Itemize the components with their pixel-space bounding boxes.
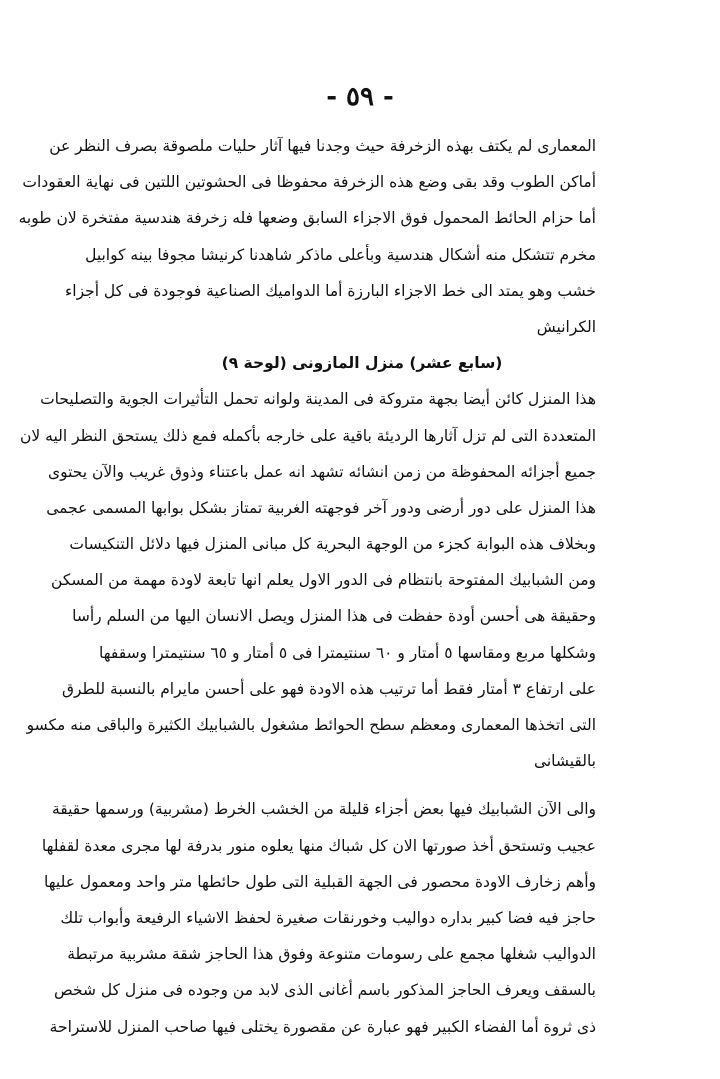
text-line: الكرانيش <box>536 317 596 336</box>
page-number: - ٥٩ - <box>326 82 394 112</box>
paragraph-gap <box>128 779 596 791</box>
text-line: جميع أجزائه المحفوظة من زمن انشائه تشهد انه عمل باعتناء وذوق غريب والآن يحتوى <box>47 462 596 481</box>
text-line: الدواليب شغلها مجمع على رسومات متنوعة وفوق هذا الحاجز شقة مشربية مرتبطة <box>67 945 596 964</box>
paragraph-3 <box>41 791 596 1044</box>
text-line: خشب وهو يمتد الى خط الاجزاء البارزة أما الدواميك الصناعية فوجودة فى كل أجزاء <box>64 281 596 300</box>
text-line: ومن الشبابيك المفتوحة بانتظام فى الدور الاول يعلم انها تابعة لاودة مهمة من المسكن <box>51 571 596 590</box>
text-line: التى اتخذها المعمارى ومعظم سطح الحوائط مشغول بالشبابيك الكثيرة والباقى منه مكسو <box>26 716 596 734</box>
text-line: هذا المنزل على دور أرضى ودور آخر فوجهته الغربية تمتاز بشكل بوابها المسمى عجمى <box>46 498 596 517</box>
text-line: بالقيشانى <box>533 752 596 771</box>
section-heading: (سابع عشر) منزل المازونى (لوحة ٩) <box>221 354 503 373</box>
text-line: عجيب وتستحق أخذ صورتها الان كل شباك منها يعلوه منور بدرفة لها مجرى معدة لقفلها <box>41 836 596 855</box>
text-line: المعمارى لم يكتف بهذه الزخرفة حيث وجدنا فيها آثار حليات ملصوقة بصرف النظر عن <box>49 137 596 155</box>
text-line: حاجز فيه فضا كبير بداره دواليب وخورنقات صغيرة لحفظ الاشياء الرفيعة وأبواب تلك <box>60 908 596 927</box>
text-line: وأهم زخارف الاودة محصور فى الجهة القبلية التى طول حائطها متر واحد ومعمول عليها <box>44 872 596 891</box>
text-line: أماكن الطوب وقد بقى وضع هذه الزخرفة محفوظا فى الحشوتين اللتين فى نهاية العقودات <box>22 173 596 192</box>
text-line: على ارتفاع ٣ أمتار فقط أما ترتيب هذه الاودة فهو على أحسن مايرام بالنسبة للطرق <box>61 679 596 698</box>
text-line: المتعددة التى لم تزل آثارها الرديئة باقية على خارجه بأكمله فمع ذلك يستحق النظر اليه لان <box>19 426 596 445</box>
text-line: وشكلها مربع ومقاسها ٥ أمتار و ٦٠ سنتيمترا فى ٥ أمتار و ٦٥ سنتيمترا وسقفها <box>99 643 596 662</box>
body-text <box>18 128 596 1045</box>
text-line: مخرم تتشكل منه أشكال هندسية وبأعلى ماذكر شاهدنا كرنيشا مجوفا بينه كوابيل <box>85 245 596 264</box>
text-line: والى الآن الشبابيك فيها بعض أجزاء قليلة من الخشب الخرط (مشربية) ورسمها حقيقة <box>51 800 596 819</box>
text-line: أما حزام الحائط المحمول فوق الاجزاء السابق وضعها فله زخرفة هندسية مفتخرة لان طوبه <box>18 209 596 228</box>
text-line: وحقيقة هى أحسن أودة حفظت فى هذا المنزل ويصل الانسان اليها من السلم رأسا <box>72 607 596 626</box>
paragraph-1 <box>18 128 596 345</box>
section-heading-block <box>128 345 596 381</box>
paragraph-2 <box>19 381 596 779</box>
text-line: هذا المنزل كائن أيضا بجهة متروكة فى المدينة ولوانه تحمل التأثيرات الجوية والتصليحات <box>40 390 596 409</box>
text-line: بالسقف ويعرف الحاجز المذكور باسم أغانى الذى لابد من وجوده فى منزل كل شخص <box>53 981 596 1000</box>
text-line: وبخلاف هذه البوابة كجزء من الوجهة البحرية كل مبانى المنزل فيها دلائل التنكيسات <box>69 535 596 554</box>
text-line: ذى ثروة أما الفضاء الكبير فهو عبارة عن مقصورة يختلى فيها صاحب المنزل للاستراحة <box>49 1017 596 1036</box>
